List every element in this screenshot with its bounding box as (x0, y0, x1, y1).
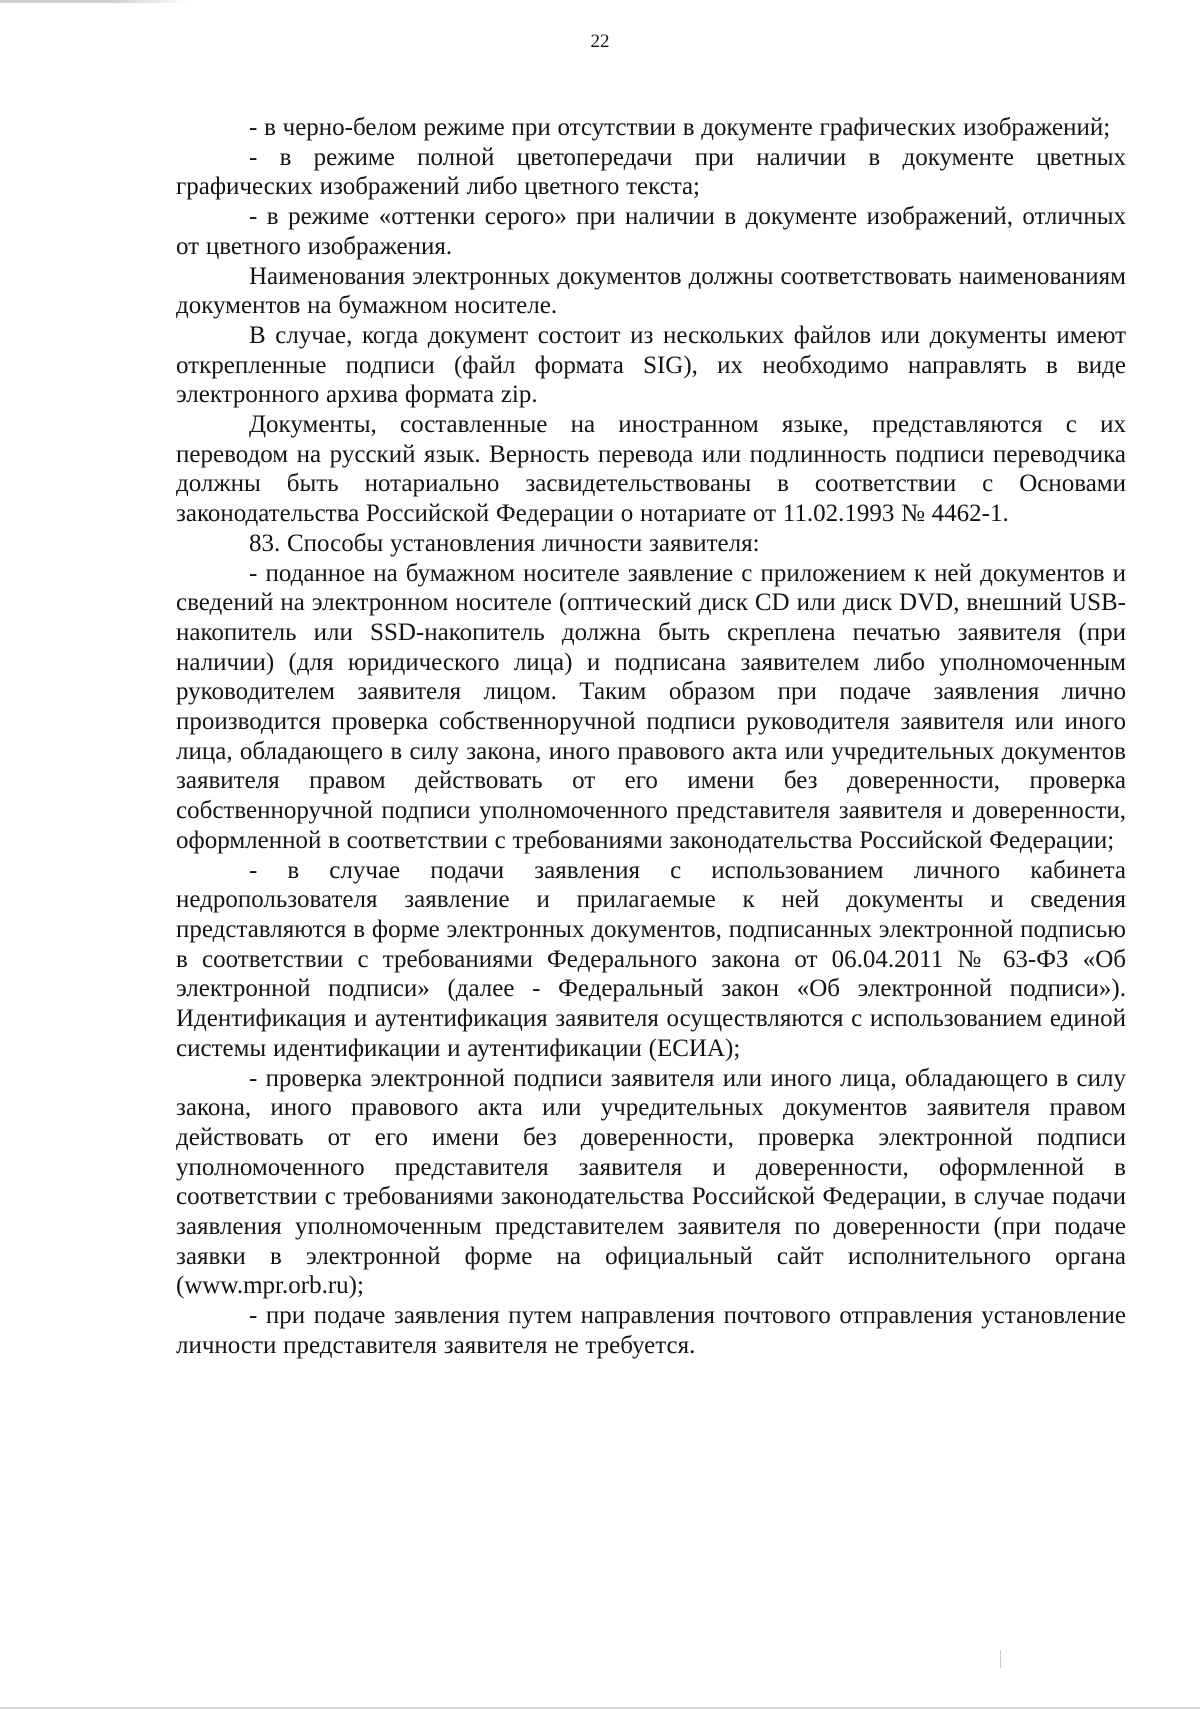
section-83-heading: 83. Способы установления личности заявителя: (249, 529, 760, 557)
scan-mark (1000, 1650, 1001, 1668)
paragraph-color-mode: - в режиме полной цветопередачи при наличии в документе цветных графических изображений либо цветного текста; (176, 143, 1126, 201)
page-number: 22 (590, 31, 610, 52)
paragraph-personal-cabinet: - в случае подачи заявления с использованием личного кабинета недропользователя заявление и прилагаемые к ней документы и сведения представляются в форме электронных документов, подписанных электронной подписью в соответствии с требованиями Федерального закона от 06.04.2011 № 63-ФЗ «Об электронной подписи» (далее - Федеральный закон «Об электронной подписи»). Идентификация и аутентификация заявителя осуществляются с использованием единой системы идентификации и аутентификации (ЕСИА); (176, 856, 1126, 1062)
paragraph-grayscale-mode: - в режиме «оттенки серого» при наличии в документе изображений, отличных от цветного изображения. (176, 203, 1126, 260)
scan-edge-top (0, 0, 190, 3)
paragraph-multiple-files: В случае, когда документ состоит из нескольких файлов или документы имеют открепленные подписи (файл формата SIG), их необходимо направлять в виде электронного архива формата zip. (176, 321, 1126, 409)
paragraph-document-names: Наименования электронных документов должны соответствовать наименованиям документов на бумажном носителе. (176, 262, 1126, 320)
paragraph-postal-submission: - при подаче заявления путем направления почтового отправления установление личности представителя заявителя не требуется. (176, 1302, 1126, 1359)
document-body (176, 113, 1126, 1361)
paragraph-paper-submission: - поданное на бумажном носителе заявление с приложением к ней документов и сведений на электронном носителе (оптический диск CD или диск DVD, внешний USB-накопитель или SSD-накопитель должна быть скреплена печатью заявителя (при наличии) (для юридического лица) и подписана заявителем либо уполномоченным руководителем заявителя лицом. Таким образом при подаче заявления лично производится проверка собственноручной подписи руководителя заявителя или иного лица, обладающего в силу закона, иного правового акта или учредительных документов заявителя правом действовать от его имени без доверенности, проверка собственноручной подписи уполномоченного представителя заявителя и доверенности, оформленной в соответствии с требованиями законодательства Российской Федерации; (176, 559, 1126, 854)
paragraph-bw-mode: - в черно-белом режиме при отсутствии в документе графических изображений; (249, 114, 1111, 141)
paragraph-foreign-language: Документы, составленные на иностранном языке, представляются с их переводом на русский язык. Верность перевода или подлинность подписи переводчика должны быть нотариально засвидетельствованы в соответствии с Основами законодательства Российской Федерации о нотариате от 11.02.1993 № 4462-1. (176, 411, 1126, 528)
paragraph-e-signature-check: - проверка электронной подписи заявителя или иного лица, обладающего в силу закона, иного правового акта или учредительных документов заявителя правом действовать от его имени без доверенности, проверка электронной подписи уполномоченного представителя заявителя и доверенности, оформленной в соответствии с требованиями законодательства Российской Федерации, в случае подачи заявления уполномоченным представителем заявителя по доверенности (при подаче заявки в электронной форме на официальный сайт исполнительного органа (www.mpr.orb.ru); (176, 1064, 1126, 1300)
scan-edge-bottom (0, 1707, 1200, 1709)
